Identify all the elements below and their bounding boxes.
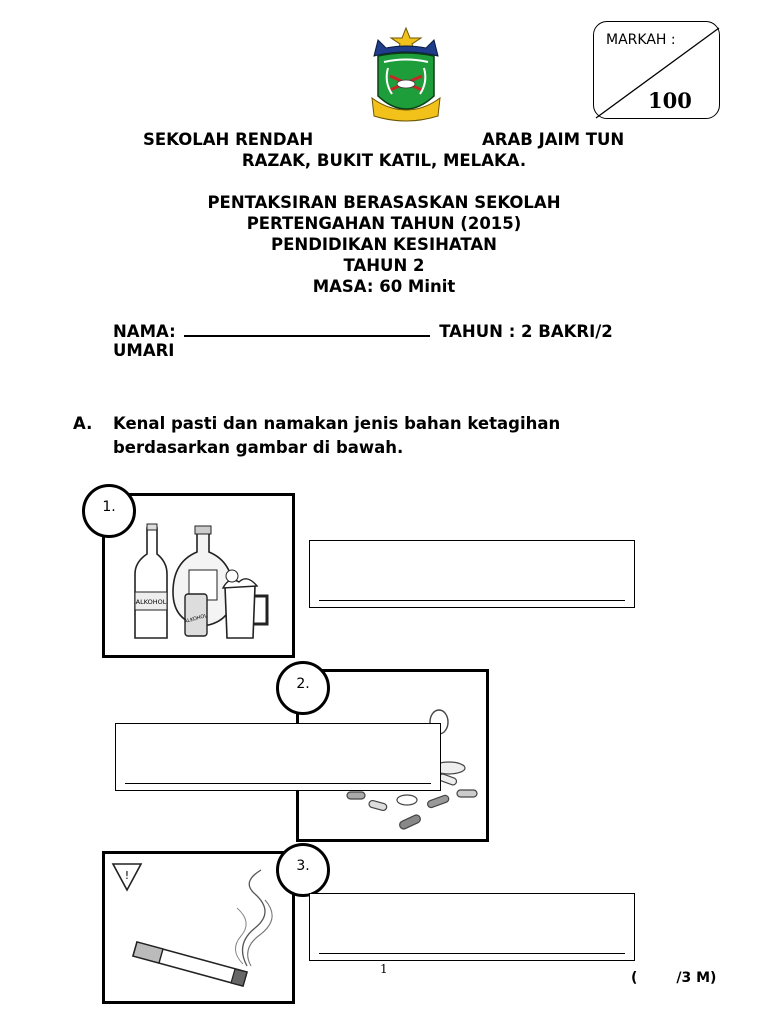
bottle-label: ALKOHOL: [135, 598, 167, 606]
section-letter: A.: [73, 414, 93, 433]
question-3-picture: [102, 851, 295, 1004]
exam-term: PERTENGAHAN TAHUN (2015): [246, 214, 522, 233]
answer-line: [319, 953, 625, 954]
section-instruction-line2: berdasarkan gambar di bawah.: [113, 438, 404, 457]
marks-box: [593, 21, 720, 119]
school-crest-icon: [364, 26, 448, 130]
can-label: ALKOHOL: [183, 613, 208, 625]
school-name-part2: ARAB JAIM TUN: [482, 130, 625, 149]
question-2-number: 2.: [276, 661, 330, 715]
question-1-number: 1.: [82, 484, 136, 538]
answer-line: [125, 783, 431, 784]
school-address: RAZAK, BUKIT KATIL, MELAKA.: [241, 151, 527, 170]
name-label: NAMA:: [113, 322, 176, 341]
exam-title: PENTAKSIRAN BERASASKAN SEKOLAH: [207, 193, 561, 212]
name-field[interactable]: [184, 320, 430, 337]
class-label-continued: UMARI: [113, 341, 175, 360]
question-3-number: 3.: [276, 843, 330, 897]
duration: MASA: 60 Minit: [312, 277, 456, 296]
subject-title: PENDIDIKAN KESIHATAN: [271, 235, 497, 254]
section-marks: ( /3 M): [631, 970, 717, 986]
school-name-part1: SEKOLAH RENDAH: [143, 130, 314, 149]
warning-mark: !: [124, 869, 130, 882]
year-title: TAHUN 2: [343, 256, 425, 275]
marks-label: MARKAH :: [606, 32, 676, 48]
name-row: [113, 320, 613, 341]
page-number: 1: [380, 962, 388, 976]
question-3-answer-box[interactable]: [309, 893, 635, 961]
question-1-answer-box[interactable]: [309, 540, 635, 608]
class-label: TAHUN : 2 BAKRI/2: [439, 322, 613, 341]
marks-total: 100: [648, 88, 692, 113]
answer-line: [319, 600, 625, 601]
cigarette-icon: [105, 854, 292, 1001]
section-instruction-line1: Kenal pasti dan namakan jenis bahan ketagihan: [113, 414, 561, 433]
question-2-answer-box[interactable]: [115, 723, 441, 791]
